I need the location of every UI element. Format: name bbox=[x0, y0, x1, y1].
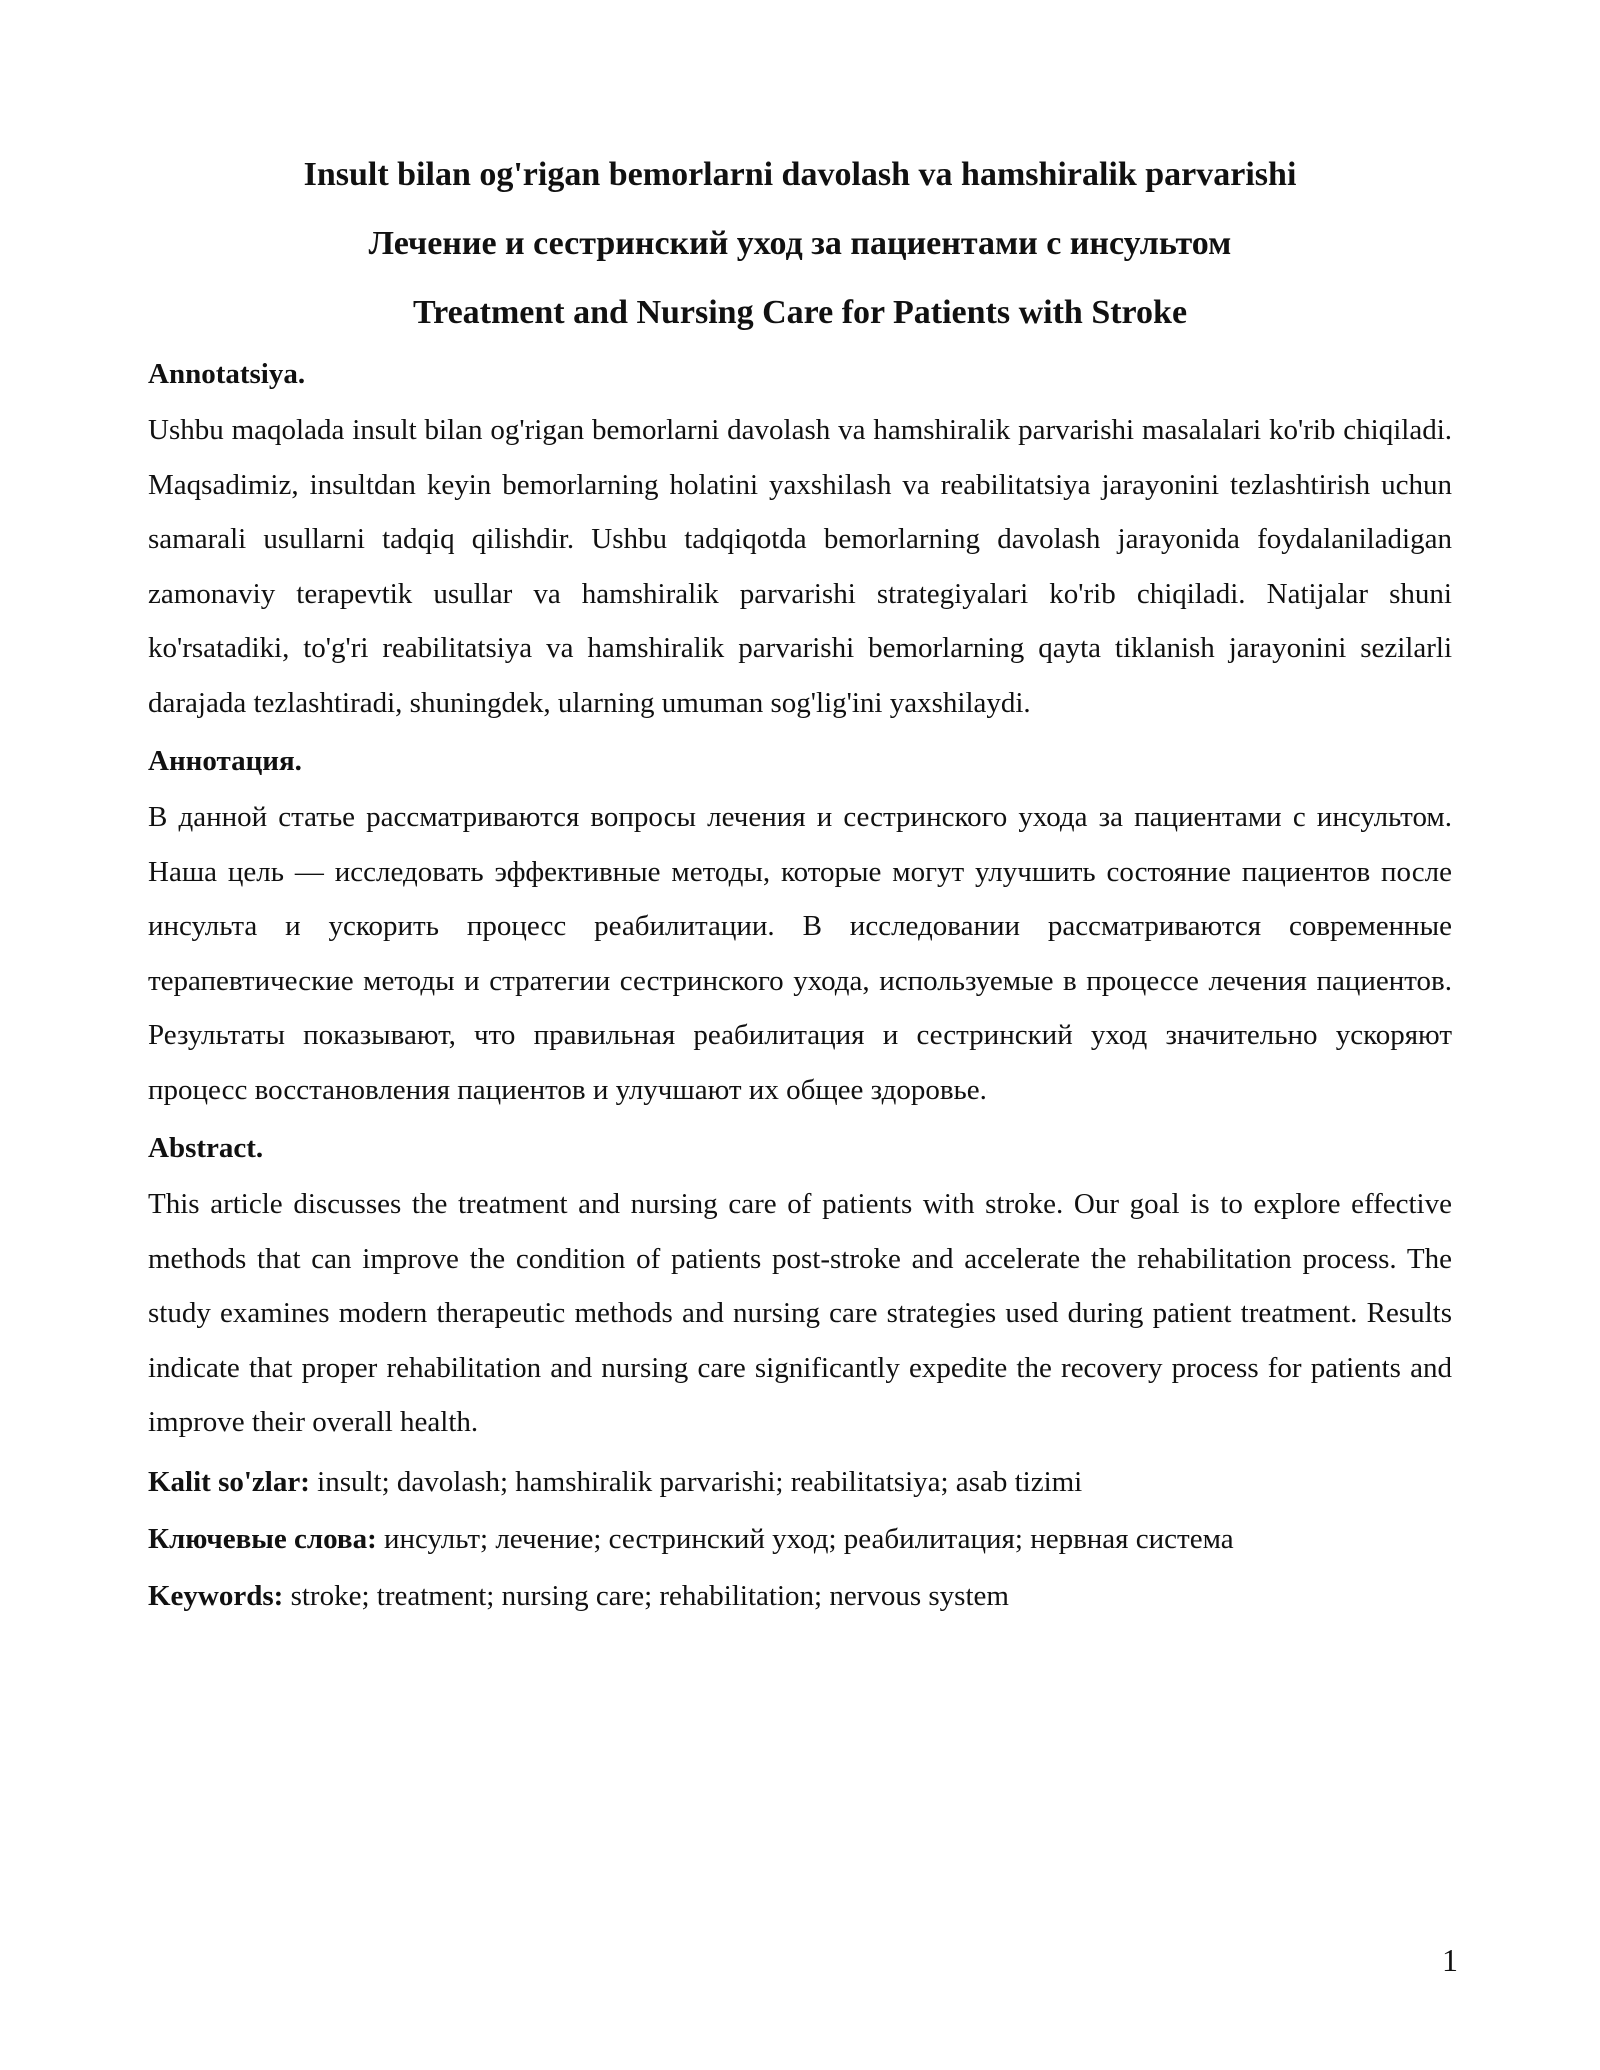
title-uzbek: Insult bilan og'rigan bemorlarni davolash va hamshiralik parvarishi bbox=[303, 156, 1297, 193]
keywords-russian-label: Ключевые слова: bbox=[148, 1522, 377, 1555]
keywords-section bbox=[148, 1454, 1452, 1625]
abstract-english-heading: Abstract. bbox=[148, 1132, 264, 1164]
title-english: Treatment and Nursing Care for Patients with Stroke bbox=[412, 294, 1188, 331]
abstract-uzbek-text: Ushbu maqolada insult bilan og'rigan bemorlarni davolash va hamshiralik parvarishi masalalari ko'rib chiqiladi. Maqsadimiz, insultdan keyin bemorlarning holatini yaxshilash va reabilitatsiya jarayonini tezlashtirish uchun samarali usullarni tadqiq qilishdir. Ushbu tadqiqotda bemorlarning davolash jarayonida foydalaniladigan zamonaviy terapevtik usullar va hamshiralik parvarishi strategiyalari ko'rib chiqiladi. Natijalar shuni ko'rsatadiki, to'g'ri reabilitatsiya va hamshiralik parvarishi bemorlarning qayta tiklanish jarayonini sezilarli darajada tezlashtiradi, shuningdek, ularning umuman sog'lig'ini yaxshilaydi. bbox=[148, 414, 1452, 719]
abstract-english-text: This article discusses the treatment and nursing care of patients with stroke. Our goal is to explore effective methods that can improve the condition of patients post-stroke and accelerate the rehabilitation process. The study examines modern therapeutic methods and nursing care strategies used during patient treatment. Results indicate that proper rehabilitation and nursing care significantly expedite the recovery process for patients and improve their overall health. bbox=[148, 1188, 1452, 1438]
page-content bbox=[148, 140, 1452, 1625]
abstract-russian-text: В данной статье рассматриваются вопросы лечения и сестринского ухода за пациентами с инсультом. Наша цель — исследовать эффективные методы, которые могут улучшить состояние пациентов после инсульта и ускорить процесс реабилитации. В исследовании рассматриваются современные терапевтические методы и стратегии сестринского ухода, используемые в процессе лечения пациентов. Результаты показывают, что правильная реабилитация и сестринский уход значительно ускоряют процесс восстановления пациентов и улучшают их общее здоровье. bbox=[148, 801, 1452, 1106]
keywords-uzbek-label: Kalit so'zlar: bbox=[148, 1465, 310, 1498]
keywords-uzbek bbox=[148, 1454, 1452, 1511]
keywords-english-value: stroke; treatment; nursing care; rehabilitation; nervous system bbox=[283, 1579, 1009, 1612]
abstract-russian-heading: Аннотация. bbox=[148, 745, 302, 777]
abstract-english-section bbox=[148, 1121, 1452, 1450]
keywords-russian bbox=[148, 1511, 1452, 1568]
abstract-uzbek-heading: Annotatsiya. bbox=[148, 358, 306, 390]
keywords-uzbek-value: insult; davolash; hamshiralik parvarishi; reabilitatsiya; asab tizimi bbox=[309, 1465, 1083, 1498]
page-number: 1 bbox=[1442, 1942, 1458, 1978]
title-russian: Лечение и сестринский уход за пациентами с инсультом bbox=[368, 225, 1232, 262]
abstract-russian-section bbox=[148, 734, 1452, 1117]
keywords-english bbox=[148, 1568, 1452, 1625]
keywords-russian-value: инсульт; лечение; сестринский уход; реабилитация; нервная система bbox=[376, 1522, 1234, 1555]
keywords-english-label: Keywords: bbox=[148, 1579, 284, 1612]
abstract-uzbek-section bbox=[148, 347, 1452, 730]
